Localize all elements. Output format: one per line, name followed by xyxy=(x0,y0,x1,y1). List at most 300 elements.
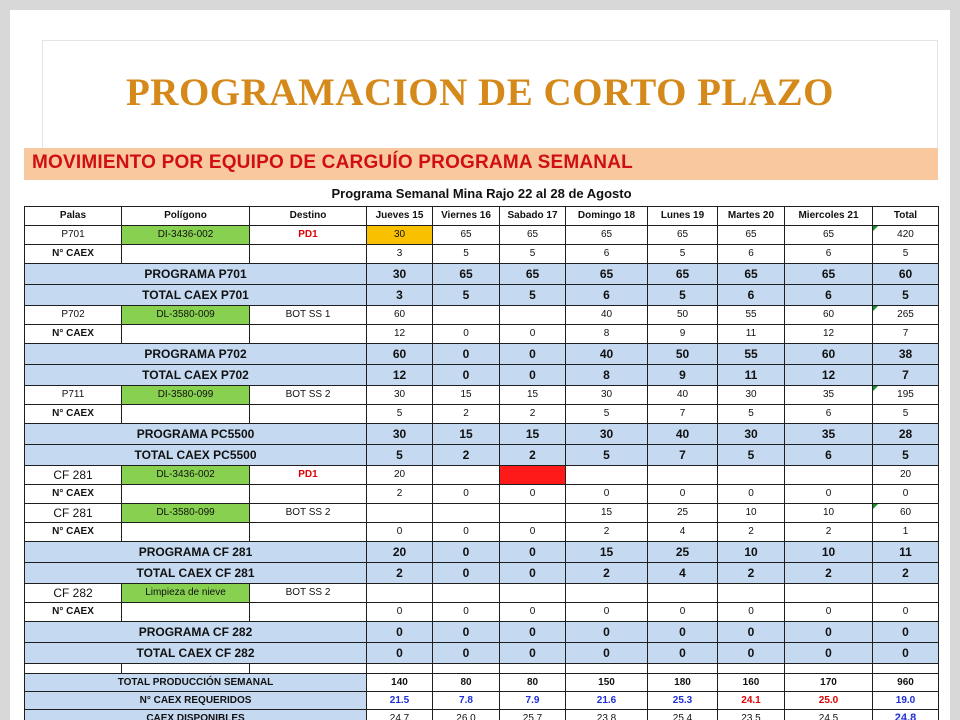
table-row xyxy=(25,583,939,602)
value-cell: 6 xyxy=(718,244,785,263)
summary-cell: 10 xyxy=(785,541,873,562)
summary-cell: 0 xyxy=(500,343,566,364)
equipment-cell: N° CAEX xyxy=(25,522,122,541)
column-header: Total xyxy=(873,206,939,225)
table-caption-row xyxy=(25,182,939,206)
value-cell: 0 xyxy=(718,602,785,621)
value-cell: 5 xyxy=(873,404,939,423)
summary-cell: 2 xyxy=(785,562,873,583)
column-header: Jueves 15 xyxy=(367,206,433,225)
value-cell: 0 xyxy=(873,484,939,503)
value-cell: 12 xyxy=(785,324,873,343)
column-header: Sabado 17 xyxy=(500,206,566,225)
summary-row xyxy=(25,263,939,284)
summary-cell: 7 xyxy=(648,444,718,465)
summary-row xyxy=(25,343,939,364)
table-row xyxy=(25,385,939,404)
summary-cell: 5 xyxy=(718,444,785,465)
value-cell: 2 xyxy=(433,404,500,423)
equipment-cell: N° CAEX xyxy=(25,324,122,343)
value-cell: 6 xyxy=(566,244,648,263)
value-cell xyxy=(718,465,785,484)
value-cell: 0 xyxy=(648,484,718,503)
table-row xyxy=(25,225,939,244)
value-cell: 50 xyxy=(648,305,718,324)
summary-label: TOTAL CAEX P702 xyxy=(25,364,367,385)
summary-cell: 0 xyxy=(500,562,566,583)
summary-cell: 30 xyxy=(718,423,785,444)
summary-cell: 3 xyxy=(367,284,433,305)
caex-row xyxy=(25,484,939,503)
footer-cell: 24.1 xyxy=(718,691,785,709)
value-cell: 6 xyxy=(785,244,873,263)
spacer-cell xyxy=(873,663,939,673)
destination-cell xyxy=(250,244,367,263)
footer-cell: 150 xyxy=(566,673,648,691)
summary-cell: 0 xyxy=(433,541,500,562)
footer-cell: 960 xyxy=(873,673,939,691)
value-cell xyxy=(433,583,500,602)
value-cell xyxy=(648,583,718,602)
caex-row xyxy=(25,404,939,423)
equipment-cell: P702 xyxy=(25,305,122,324)
summary-cell: 8 xyxy=(566,364,648,385)
value-cell: 40 xyxy=(648,385,718,404)
value-cell xyxy=(433,305,500,324)
summary-cell: 10 xyxy=(718,541,785,562)
summary-cell: 15 xyxy=(433,423,500,444)
caex-row xyxy=(25,602,939,621)
polygon-cell: DI-3436-002 xyxy=(122,225,250,244)
summary-cell: 30 xyxy=(367,423,433,444)
value-cell xyxy=(566,583,648,602)
polygon-cell: DL-3580-009 xyxy=(122,305,250,324)
summary-cell: 0 xyxy=(433,364,500,385)
value-cell: 5 xyxy=(566,404,648,423)
caex-row xyxy=(25,244,939,263)
value-cell: 15 xyxy=(500,385,566,404)
value-cell: 7 xyxy=(648,404,718,423)
value-cell: 0 xyxy=(367,602,433,621)
value-cell: 5 xyxy=(500,244,566,263)
summary-cell: 2 xyxy=(566,562,648,583)
value-cell: 5 xyxy=(873,244,939,263)
destination-cell: BOT SS 2 xyxy=(250,503,367,522)
spacer-cell xyxy=(250,663,367,673)
footer-cell: 80 xyxy=(500,673,566,691)
summary-cell: 6 xyxy=(785,284,873,305)
summary-cell: 2 xyxy=(367,562,433,583)
summary-cell: 0 xyxy=(367,621,433,642)
summary-label: TOTAL CAEX CF 281 xyxy=(25,562,367,583)
summary-row xyxy=(25,423,939,444)
footer-cell: 25.0 xyxy=(785,691,873,709)
value-cell xyxy=(500,305,566,324)
summary-cell: 0 xyxy=(648,642,718,663)
value-cell: 20 xyxy=(367,465,433,484)
footer-cell: 80 xyxy=(433,673,500,691)
footer-cell: 180 xyxy=(648,673,718,691)
summary-cell: 65 xyxy=(566,263,648,284)
value-cell: 0 xyxy=(500,602,566,621)
equipment-cell: N° CAEX xyxy=(25,244,122,263)
summary-cell: 5 xyxy=(566,444,648,465)
column-header: Domingo 18 xyxy=(566,206,648,225)
value-cell: 30 xyxy=(367,225,433,244)
summary-cell: 0 xyxy=(500,642,566,663)
equipment-cell: N° CAEX xyxy=(25,404,122,423)
destination-cell: PD1 xyxy=(250,225,367,244)
equipment-cell: CF 282 xyxy=(25,583,122,602)
value-cell: 0 xyxy=(500,324,566,343)
footer-cell: 140 xyxy=(367,673,433,691)
value-cell: 2 xyxy=(367,484,433,503)
footer-label: CAEX DISPONIBLES xyxy=(25,709,367,720)
destination-cell xyxy=(250,522,367,541)
summary-label: PROGRAMA P702 xyxy=(25,343,367,364)
footer-cell: 24.5 xyxy=(785,709,873,720)
summary-cell: 50 xyxy=(648,343,718,364)
column-header: Miercoles 21 xyxy=(785,206,873,225)
banner-text: MOVIMIENTO POR EQUIPO DE CARGUÍO PROGRAMA SEMANAL xyxy=(32,152,633,173)
destination-cell xyxy=(250,484,367,503)
summary-row xyxy=(25,444,939,465)
value-cell: 2 xyxy=(566,522,648,541)
summary-cell: 2 xyxy=(873,562,939,583)
destination-cell xyxy=(250,324,367,343)
value-cell xyxy=(433,503,500,522)
summary-label: TOTAL CAEX P701 xyxy=(25,284,367,305)
polygon-cell xyxy=(122,484,250,503)
value-cell: 60 xyxy=(873,503,939,522)
summary-cell: 0 xyxy=(785,621,873,642)
polygon-cell: DI-3580-099 xyxy=(122,385,250,404)
spacer-cell xyxy=(122,663,250,673)
value-cell xyxy=(367,583,433,602)
value-cell: 0 xyxy=(433,522,500,541)
value-cell: 10 xyxy=(785,503,873,522)
column-header: Martes 20 xyxy=(718,206,785,225)
value-cell: 65 xyxy=(785,225,873,244)
footer-cell: 7.9 xyxy=(500,691,566,709)
summary-cell: 35 xyxy=(785,423,873,444)
polygon-cell xyxy=(122,522,250,541)
footer-cell: 26.0 xyxy=(433,709,500,720)
value-cell: 0 xyxy=(785,484,873,503)
schedule-body xyxy=(25,182,939,720)
slide-title: PROGRAMACION DE CORTO PLAZO xyxy=(125,71,835,114)
summary-cell: 6 xyxy=(718,284,785,305)
equipment-cell: P711 xyxy=(25,385,122,404)
destination-cell: BOT SS 1 xyxy=(250,305,367,324)
column-header: Viernes 16 xyxy=(433,206,500,225)
summary-row xyxy=(25,562,939,583)
value-cell: 195 xyxy=(873,385,939,404)
footer-label: N° CAEX REQUERIDOS xyxy=(25,691,367,709)
value-cell xyxy=(500,503,566,522)
value-cell: 12 xyxy=(367,324,433,343)
summary-cell: 0 xyxy=(433,621,500,642)
value-cell: 5 xyxy=(648,244,718,263)
equipment-cell: N° CAEX xyxy=(25,484,122,503)
summary-cell: 65 xyxy=(785,263,873,284)
summary-cell: 15 xyxy=(500,423,566,444)
value-cell: 0 xyxy=(566,602,648,621)
value-cell: 15 xyxy=(433,385,500,404)
summary-cell: 2 xyxy=(500,444,566,465)
footer-cell: 21.5 xyxy=(367,691,433,709)
summary-cell: 65 xyxy=(500,263,566,284)
spacer-cell xyxy=(648,663,718,673)
value-cell: 0 xyxy=(500,522,566,541)
column-header: Lunes 19 xyxy=(648,206,718,225)
summary-cell: 0 xyxy=(433,642,500,663)
summary-row xyxy=(25,541,939,562)
value-cell: 2 xyxy=(500,404,566,423)
summary-cell: 60 xyxy=(785,343,873,364)
value-cell xyxy=(433,465,500,484)
summary-cell: 30 xyxy=(566,423,648,444)
summary-cell: 6 xyxy=(566,284,648,305)
value-cell: 60 xyxy=(785,305,873,324)
value-cell: 60 xyxy=(367,305,433,324)
summary-cell: 38 xyxy=(873,343,939,364)
destination-cell xyxy=(250,602,367,621)
footer-row xyxy=(25,691,939,709)
polygon-cell xyxy=(122,244,250,263)
value-cell xyxy=(648,465,718,484)
value-cell: 40 xyxy=(566,305,648,324)
summary-cell: 65 xyxy=(433,263,500,284)
value-cell: 35 xyxy=(785,385,873,404)
caex-row xyxy=(25,324,939,343)
footer-cell: 24.8 xyxy=(873,709,939,720)
summary-label: TOTAL CAEX PC5500 xyxy=(25,444,367,465)
spacer-cell xyxy=(785,663,873,673)
polygon-cell: DL-3580-099 xyxy=(122,503,250,522)
polygon-cell xyxy=(122,324,250,343)
summary-cell: 12 xyxy=(785,364,873,385)
summary-cell: 20 xyxy=(367,541,433,562)
value-cell: 65 xyxy=(648,225,718,244)
summary-label: TOTAL CAEX CF 282 xyxy=(25,642,367,663)
value-cell: 2 xyxy=(718,522,785,541)
value-cell: 0 xyxy=(367,522,433,541)
summary-label: PROGRAMA P701 xyxy=(25,263,367,284)
summary-row xyxy=(25,621,939,642)
polygon-cell xyxy=(122,602,250,621)
table-row xyxy=(25,305,939,324)
footer-cell: 170 xyxy=(785,673,873,691)
value-cell xyxy=(718,583,785,602)
value-cell xyxy=(785,465,873,484)
value-cell xyxy=(873,583,939,602)
destination-cell: BOT SS 2 xyxy=(250,385,367,404)
value-cell: 9 xyxy=(648,324,718,343)
summary-cell: 65 xyxy=(718,263,785,284)
value-cell: 2 xyxy=(785,522,873,541)
summary-cell: 15 xyxy=(566,541,648,562)
summary-cell: 28 xyxy=(873,423,939,444)
footer-row xyxy=(25,709,939,720)
schedule-table xyxy=(24,182,939,720)
summary-cell: 60 xyxy=(873,263,939,284)
summary-cell: 0 xyxy=(433,562,500,583)
value-cell xyxy=(500,583,566,602)
footer-cell: 21.6 xyxy=(566,691,648,709)
column-header: Palas xyxy=(25,206,122,225)
summary-cell: 0 xyxy=(566,621,648,642)
value-cell: 6 xyxy=(785,404,873,423)
value-cell: 30 xyxy=(367,385,433,404)
summary-cell: 6 xyxy=(785,444,873,465)
equipment-cell: P701 xyxy=(25,225,122,244)
summary-cell: 11 xyxy=(718,364,785,385)
summary-cell: 40 xyxy=(566,343,648,364)
summary-cell: 0 xyxy=(785,642,873,663)
table-row xyxy=(25,503,939,522)
value-cell: 3 xyxy=(367,244,433,263)
footer-cell: 160 xyxy=(718,673,785,691)
summary-cell: 0 xyxy=(873,621,939,642)
value-cell: 5 xyxy=(718,404,785,423)
summary-cell: 25 xyxy=(648,541,718,562)
value-cell xyxy=(566,465,648,484)
table-header-row xyxy=(25,206,939,225)
summary-cell: 4 xyxy=(648,562,718,583)
footer-cell: 23.5 xyxy=(718,709,785,720)
summary-cell: 11 xyxy=(873,541,939,562)
spacer-cell xyxy=(718,663,785,673)
spacer-cell xyxy=(433,663,500,673)
summary-label: PROGRAMA CF 281 xyxy=(25,541,367,562)
destination-cell: BOT SS 2 xyxy=(250,583,367,602)
value-cell: 65 xyxy=(566,225,648,244)
value-cell: 30 xyxy=(718,385,785,404)
summary-label: PROGRAMA CF 282 xyxy=(25,621,367,642)
polygon-cell: Limpieza de nieve xyxy=(122,583,250,602)
summary-cell: 2 xyxy=(433,444,500,465)
polygon-cell xyxy=(122,404,250,423)
footer-cell: 19.0 xyxy=(873,691,939,709)
section-banner xyxy=(24,148,938,180)
footer-cell: 23.8 xyxy=(566,709,648,720)
summary-cell: 0 xyxy=(500,364,566,385)
footer-label: TOTAL PRODUCCIÓN SEMANAL xyxy=(25,673,367,691)
value-cell: 0 xyxy=(718,484,785,503)
summary-cell: 0 xyxy=(433,343,500,364)
summary-cell: 2 xyxy=(718,562,785,583)
column-header: Destino xyxy=(250,206,367,225)
summary-cell: 0 xyxy=(566,642,648,663)
spacer-cell xyxy=(367,663,433,673)
value-cell: 420 xyxy=(873,225,939,244)
value-cell: 0 xyxy=(433,602,500,621)
value-cell xyxy=(367,503,433,522)
summary-cell: 5 xyxy=(873,284,939,305)
destination-cell xyxy=(250,404,367,423)
summary-cell: 0 xyxy=(873,642,939,663)
summary-row xyxy=(25,284,939,305)
summary-cell: 7 xyxy=(873,364,939,385)
value-cell: 15 xyxy=(566,503,648,522)
value-cell xyxy=(785,583,873,602)
footer-cell: 25.4 xyxy=(648,709,718,720)
table-caption: Programa Semanal Mina Rajo 22 al 28 de Agosto xyxy=(25,182,939,206)
summary-cell: 0 xyxy=(718,642,785,663)
summary-cell: 60 xyxy=(367,343,433,364)
value-cell: 25 xyxy=(648,503,718,522)
spacer-row xyxy=(25,663,939,673)
value-cell: 10 xyxy=(718,503,785,522)
equipment-cell: N° CAEX xyxy=(25,602,122,621)
equipment-cell: CF 281 xyxy=(25,503,122,522)
value-cell: 0 xyxy=(433,484,500,503)
spacer-cell xyxy=(500,663,566,673)
summary-cell: 65 xyxy=(648,263,718,284)
footer-row xyxy=(25,673,939,691)
value-cell: 55 xyxy=(718,305,785,324)
value-cell: 1 xyxy=(873,522,939,541)
summary-cell: 0 xyxy=(648,621,718,642)
column-header: Polígono xyxy=(122,206,250,225)
footer-cell: 25.3 xyxy=(648,691,718,709)
value-cell: 0 xyxy=(433,324,500,343)
summary-cell: 9 xyxy=(648,364,718,385)
caex-row xyxy=(25,522,939,541)
value-cell: 0 xyxy=(648,602,718,621)
summary-cell: 0 xyxy=(718,621,785,642)
value-cell: 0 xyxy=(785,602,873,621)
footer-cell: 25.7 xyxy=(500,709,566,720)
summary-cell: 40 xyxy=(648,423,718,444)
value-cell: 20 xyxy=(873,465,939,484)
summary-cell: 5 xyxy=(367,444,433,465)
value-cell: 7 xyxy=(873,324,939,343)
value-cell xyxy=(500,465,566,484)
summary-cell: 5 xyxy=(433,284,500,305)
summary-cell: 12 xyxy=(367,364,433,385)
value-cell: 65 xyxy=(500,225,566,244)
value-cell: 5 xyxy=(367,404,433,423)
value-cell: 0 xyxy=(566,484,648,503)
summary-row xyxy=(25,364,939,385)
value-cell: 0 xyxy=(873,602,939,621)
summary-cell: 0 xyxy=(367,642,433,663)
footer-cell: 7.8 xyxy=(433,691,500,709)
equipment-cell: CF 281 xyxy=(25,465,122,484)
value-cell: 65 xyxy=(718,225,785,244)
value-cell: 11 xyxy=(718,324,785,343)
summary-label: PROGRAMA PC5500 xyxy=(25,423,367,444)
summary-cell: 0 xyxy=(500,541,566,562)
value-cell: 8 xyxy=(566,324,648,343)
value-cell: 0 xyxy=(500,484,566,503)
summary-cell: 30 xyxy=(367,263,433,284)
value-cell: 30 xyxy=(566,385,648,404)
footer-cell: 24.7 xyxy=(367,709,433,720)
table-row xyxy=(25,465,939,484)
polygon-cell: DL-3436-002 xyxy=(122,465,250,484)
summary-cell: 55 xyxy=(718,343,785,364)
summary-cell: 0 xyxy=(500,621,566,642)
value-cell: 265 xyxy=(873,305,939,324)
spacer-cell xyxy=(566,663,648,673)
spacer-cell xyxy=(25,663,122,673)
value-cell: 5 xyxy=(433,244,500,263)
summary-cell: 5 xyxy=(648,284,718,305)
value-cell: 4 xyxy=(648,522,718,541)
